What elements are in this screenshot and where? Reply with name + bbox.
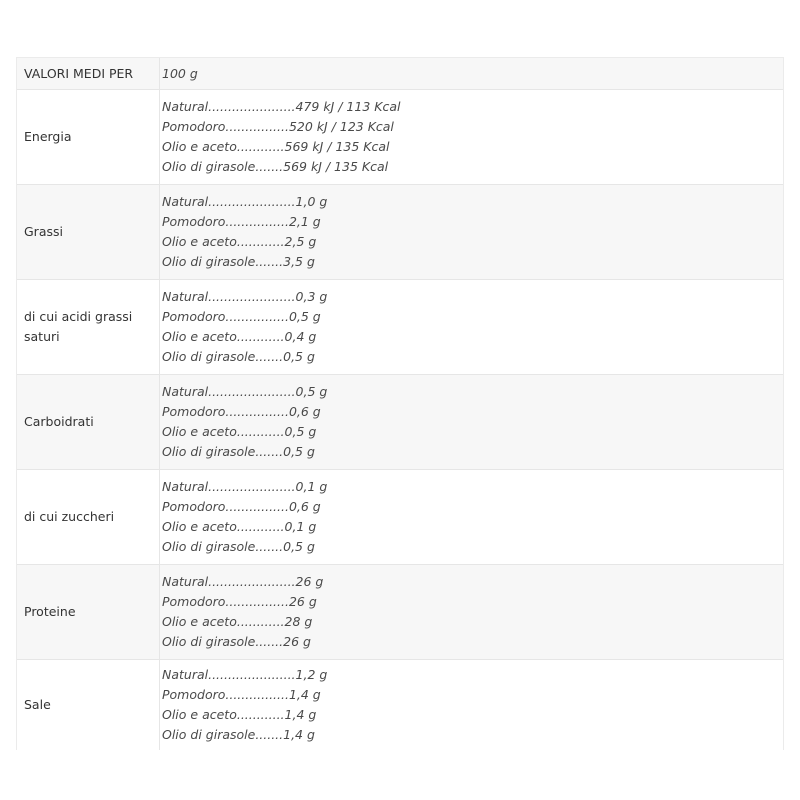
value-olio-di-girasole: Olio di girasole.......1,4 g — [162, 727, 315, 742]
value-pomodoro: Pomodoro................0,6 g — [162, 404, 321, 419]
nutrient-label: Grassi — [16, 185, 160, 279]
value-olio-e-aceto: Olio e aceto............2,5 g — [162, 234, 317, 249]
nutrient-values — [160, 565, 784, 659]
value-natural: Natural......................479 kJ / 113 Kcal — [162, 99, 401, 114]
nutrient-row-zuccheri — [16, 470, 784, 565]
nutrient-row-acidi-grassi-saturi — [16, 280, 784, 375]
nutrient-values — [160, 185, 784, 279]
value-olio-di-girasole: Olio di girasole.......3,5 g — [162, 254, 315, 269]
value-pomodoro: Pomodoro................2,1 g — [162, 214, 321, 229]
nutrient-row-sale — [16, 660, 784, 750]
value-olio-e-aceto: Olio e aceto............28 g — [162, 614, 313, 629]
nutrient-row-energia — [16, 90, 784, 185]
value-natural: Natural......................1,0 g — [162, 194, 328, 209]
nutrient-label: Proteine — [16, 565, 160, 659]
value-natural: Natural......................0,5 g — [162, 384, 328, 399]
header-value-cell — [160, 58, 784, 89]
value-natural: Natural......................0,1 g — [162, 479, 328, 494]
nutrient-values — [160, 660, 784, 750]
nutrient-values — [160, 470, 784, 564]
value-pomodoro: Pomodoro................0,5 g — [162, 309, 321, 324]
nutrient-row-grassi — [16, 185, 784, 280]
value-olio-di-girasole: Olio di girasole.......0,5 g — [162, 349, 315, 364]
header-row — [16, 57, 784, 90]
nutrient-label: di cui zuccheri — [16, 470, 160, 564]
nutrient-values — [160, 90, 784, 184]
nutrient-label: Energia — [16, 90, 160, 184]
nutrient-label: Carboidrati — [16, 375, 160, 469]
nutrient-label: di cui acidi grassi saturi — [16, 280, 160, 374]
header-label: VALORI MEDI PER — [16, 58, 160, 89]
nutrition-table — [16, 57, 784, 750]
nutrient-values — [160, 280, 784, 374]
value-pomodoro: Pomodoro................0,6 g — [162, 499, 321, 514]
value-olio-e-aceto: Olio e aceto............1,4 g — [162, 707, 317, 722]
value-olio-e-aceto: Olio e aceto............0,1 g — [162, 519, 317, 534]
value-olio-e-aceto: Olio e aceto............569 kJ / 135 Kcal — [162, 139, 390, 154]
value-natural: Natural......................1,2 g — [162, 667, 328, 682]
nutrient-row-proteine — [16, 565, 784, 660]
nutrient-row-carboidrati — [16, 375, 784, 470]
value-pomodoro: Pomodoro................1,4 g — [162, 687, 321, 702]
value-olio-e-aceto: Olio e aceto............0,5 g — [162, 424, 317, 439]
value-pomodoro: Pomodoro................520 kJ / 123 Kcal — [162, 119, 394, 134]
value-olio-di-girasole: Olio di girasole.......569 kJ / 135 Kcal — [162, 159, 389, 174]
value-natural: Natural......................0,3 g — [162, 289, 328, 304]
value-olio-di-girasole: Olio di girasole.......0,5 g — [162, 539, 315, 554]
nutrient-values — [160, 375, 784, 469]
value-olio-e-aceto: Olio e aceto............0,4 g — [162, 329, 317, 344]
value-olio-di-girasole: Olio di girasole.......26 g — [162, 634, 311, 649]
value-pomodoro: Pomodoro................26 g — [162, 594, 317, 609]
value-natural: Natural......................26 g — [162, 574, 324, 589]
nutrient-label: Sale — [16, 660, 160, 750]
value-olio-di-girasole: Olio di girasole.......0,5 g — [162, 444, 315, 459]
header-value: 100 g — [162, 65, 198, 81]
